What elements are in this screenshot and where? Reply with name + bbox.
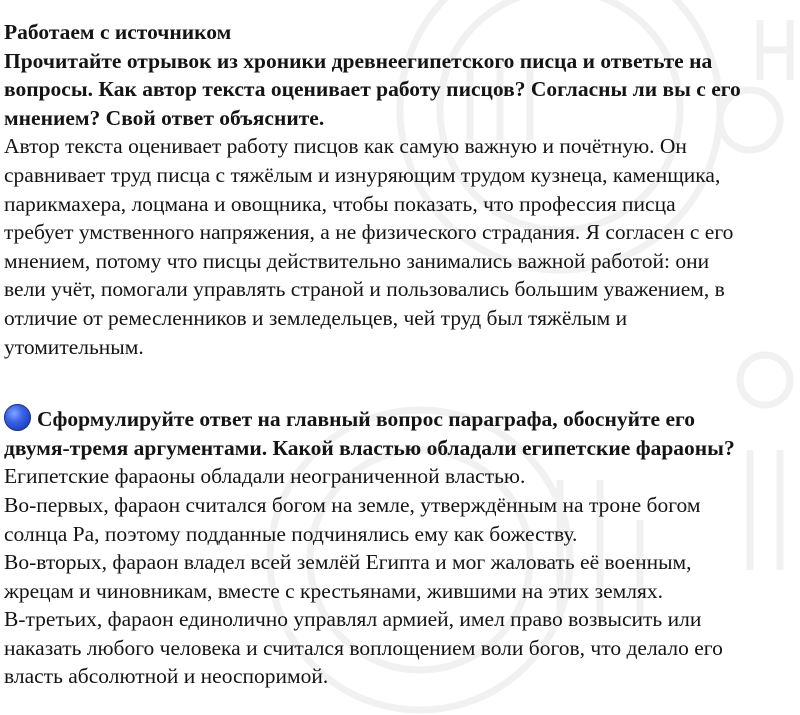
question-line bbox=[4, 404, 800, 434]
answer-line: Египетские фараоны обладали неограниченной властью. bbox=[4, 464, 526, 489]
answer-line: мнением, потому что писцы действительно занимались важной работой: они bbox=[4, 248, 710, 273]
answer-line: сравнивает труд писца с тяжёлым и изнуряющим трудом кузнеца, каменщика, bbox=[4, 162, 721, 187]
answer-line: парикмахера, лоцмана и овощника, чтобы показать, что профессия писца bbox=[4, 191, 676, 216]
question-line: Прочитайте отрывок из хроники древнеегипетского писца и ответьте на bbox=[4, 48, 713, 73]
answer-text bbox=[4, 132, 800, 361]
answer-line: власть абсолютной и неоспоримой. bbox=[4, 664, 329, 689]
section-main-question bbox=[4, 404, 800, 691]
answer-line: наказать любого человека и считался воплощением воли богов, что делало его bbox=[4, 635, 723, 660]
blue-circle-icon bbox=[4, 404, 31, 431]
section-source-work bbox=[4, 18, 800, 361]
answer-line: В-третьих, фараон единолично управлял армией, имел право возвысить или bbox=[4, 607, 702, 632]
answer-line: жрецам и чиновникам, вместе с крестьянами, жившими на этих землях. bbox=[4, 578, 663, 603]
question-line: мнением? Свой ответ объясните. bbox=[4, 105, 325, 130]
question-line-text: Сформулируйте ответ на главный вопрос параграфа, обоснуйте его bbox=[37, 407, 695, 432]
question-text bbox=[4, 47, 800, 133]
answer-text bbox=[4, 462, 800, 691]
answer-line: Во-вторых, фараон владел всей землёй Египта и мог жаловать её военным, bbox=[4, 550, 692, 575]
answer-line: Автор текста оценивает работу писцов как самую важную и почётную. Он bbox=[4, 134, 687, 159]
section-title: Работаем с источником bbox=[4, 20, 232, 44]
answer-line: солнца Ра, поэтому подданные подчинялись ему как божеству. bbox=[4, 521, 578, 546]
answer-line: утомительным. bbox=[4, 334, 144, 359]
question-text bbox=[4, 404, 800, 462]
answer-line: требует умственного напряжения, а не физического страдания. Я согласен с его bbox=[4, 220, 734, 245]
answer-line: вели учёт, помогали управлять страной и пользовались большим уважением, в bbox=[4, 277, 725, 302]
question-line: вопросы. Как автор текста оценивает работу писцов? Согласны ли вы с его bbox=[4, 77, 741, 102]
answer-line: отличие от ремесленников и земледельцев, чей труд был тяжёлым и bbox=[4, 305, 628, 330]
section-spacer bbox=[4, 361, 800, 404]
answer-line: Во-первых, фараон считался богом на земле, утверждённым на троне богом bbox=[4, 492, 701, 517]
question-line: двумя-тремя аргументами. Какой властью обладали египетские фараоны? bbox=[4, 435, 735, 460]
